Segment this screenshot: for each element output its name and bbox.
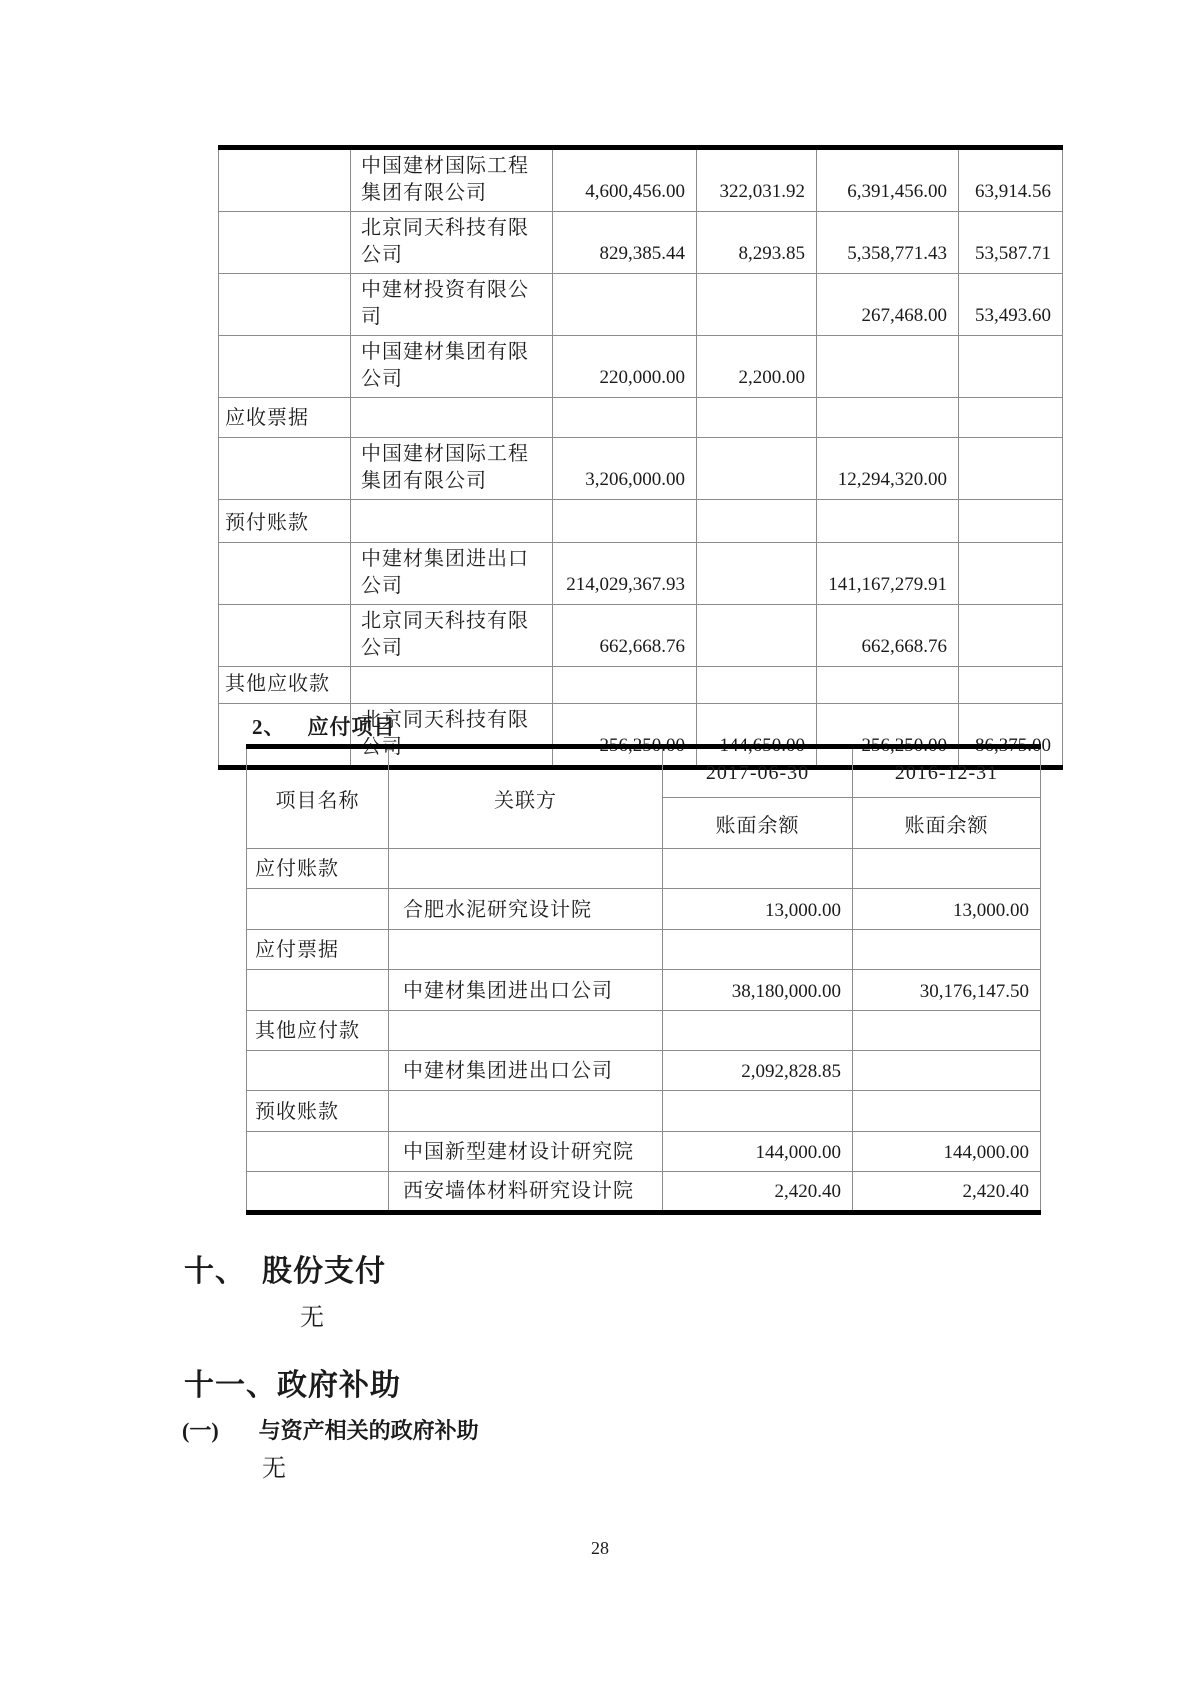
balance-2016-12-31-cell: 30,176,147.50 <box>853 970 1041 1011</box>
header-date-2016-12-31: 2016-12-31 <box>853 747 1041 798</box>
section-11-sub-1-body: 无 <box>262 1456 286 1482</box>
related-party-cell: 中建材投资有限公司 <box>351 274 553 336</box>
amount-cell: 3,206,000.00 <box>553 438 697 500</box>
amount-cell: 214,029,367.93 <box>553 543 697 605</box>
item-name-cell <box>247 1051 389 1091</box>
header-book-balance-2: 账面余额 <box>853 798 1041 849</box>
amount-cell <box>817 398 959 438</box>
amount-cell: 8,293.85 <box>697 212 817 274</box>
amount-cell: 53,587.71 <box>959 212 1063 274</box>
section-11-sub-1-heading <box>182 1414 479 1445</box>
payables-table <box>246 744 1041 1215</box>
amount-cell <box>697 274 817 336</box>
amount-cell <box>959 398 1063 438</box>
section-2-heading <box>252 711 396 741</box>
related-party-cell: 中国建材集团有限公司 <box>351 336 553 398</box>
item-name-cell <box>219 438 351 500</box>
table-row <box>219 398 1063 438</box>
amount-cell: 4,600,456.00 <box>553 148 697 212</box>
related-party-cell: 北京同天科技有限公司 <box>351 212 553 274</box>
section-11-sub-1-number: (一) <box>182 1418 219 1443</box>
related-party-cell <box>389 930 663 970</box>
section-2-title: 应付项目 <box>307 715 396 739</box>
related-party-cell <box>389 1011 663 1051</box>
related-party-cell: 中建材集团进出口公司 <box>389 970 663 1011</box>
table-row <box>247 1172 1041 1213</box>
payables-table-header <box>247 747 1041 849</box>
related-party-cell: 中国建材国际工程集团有限公司 <box>351 148 553 212</box>
section-2-number: 2、 <box>252 715 286 739</box>
amount-cell <box>697 605 817 667</box>
balance-2017-06-30-cell <box>663 1011 853 1051</box>
related-party-cell <box>351 667 553 704</box>
payables-table-body <box>247 849 1041 1213</box>
balance-2017-06-30-cell: 2,420.40 <box>663 1172 853 1213</box>
balance-2017-06-30-cell: 2,092,828.85 <box>663 1051 853 1091</box>
balance-2017-06-30-cell: 144,000.00 <box>663 1132 853 1172</box>
item-name-cell: 预付账款 <box>219 500 351 543</box>
balance-2017-06-30-cell <box>663 849 853 889</box>
receivables-table <box>218 145 1063 770</box>
table-row <box>219 274 1063 336</box>
table-row <box>247 970 1041 1011</box>
section-10-title: 股份支付 <box>262 1255 386 1288</box>
related-party-cell: 中国新型建材设计研究院 <box>389 1132 663 1172</box>
amount-cell: 12,294,320.00 <box>817 438 959 500</box>
item-name-cell <box>219 605 351 667</box>
amount-cell: 86,375.00 <box>959 704 1063 768</box>
table-row <box>219 667 1063 704</box>
item-name-cell <box>219 336 351 398</box>
item-name-cell <box>247 889 389 930</box>
amount-cell: 6,391,456.00 <box>817 148 959 212</box>
amount-cell: 141,167,279.91 <box>817 543 959 605</box>
section-11-title: 政府补助 <box>277 1369 401 1402</box>
amount-cell: 220,000.00 <box>553 336 697 398</box>
amount-cell <box>959 667 1063 704</box>
amount-cell <box>959 438 1063 500</box>
balance-2016-12-31-cell <box>853 930 1041 970</box>
amount-cell <box>697 398 817 438</box>
amount-cell: 829,385.44 <box>553 212 697 274</box>
item-name-cell: 其他应付款 <box>247 1011 389 1051</box>
amount-cell <box>553 667 697 704</box>
amount-cell: 53,493.60 <box>959 274 1063 336</box>
amount-cell: 267,468.00 <box>817 274 959 336</box>
balance-2016-12-31-cell: 13,000.00 <box>853 889 1041 930</box>
amount-cell <box>959 500 1063 543</box>
related-party-cell <box>389 849 663 889</box>
page-number: 28 <box>591 1538 609 1558</box>
table-row <box>219 605 1063 667</box>
related-party-cell <box>351 500 553 543</box>
related-party-cell <box>351 398 553 438</box>
item-name-cell: 预收账款 <box>247 1091 389 1132</box>
item-name-cell <box>219 274 351 336</box>
item-name-cell <box>247 970 389 1011</box>
related-party-cell: 北京同天科技有限公司 <box>351 605 553 667</box>
amount-cell <box>697 500 817 543</box>
table-row <box>247 1051 1041 1091</box>
amount-cell <box>817 500 959 543</box>
section-10-number: 十、 <box>184 1255 246 1288</box>
item-name-cell: 应付票据 <box>247 930 389 970</box>
balance-2016-12-31-cell <box>853 849 1041 889</box>
balance-2017-06-30-cell: 38,180,000.00 <box>663 970 853 1011</box>
table-row <box>219 438 1063 500</box>
balance-2016-12-31-cell: 2,420.40 <box>853 1172 1041 1213</box>
section-10-heading <box>184 1246 386 1290</box>
amount-cell <box>959 543 1063 605</box>
table-row <box>219 336 1063 398</box>
amount-cell: 63,914.56 <box>959 148 1063 212</box>
balance-2017-06-30-cell: 13,000.00 <box>663 889 853 930</box>
item-name-cell <box>219 543 351 605</box>
item-name-cell <box>247 1132 389 1172</box>
amount-cell: 256,250.00 <box>553 704 697 768</box>
related-party-cell: 北京同天科技有限公司 <box>351 704 553 768</box>
amount-cell: 322,031.92 <box>697 148 817 212</box>
amount-cell <box>697 438 817 500</box>
table-row <box>247 849 1041 889</box>
table-row <box>219 148 1063 212</box>
item-name-cell: 应付账款 <box>247 849 389 889</box>
amount-cell: 5,358,771.43 <box>817 212 959 274</box>
balance-2017-06-30-cell <box>663 930 853 970</box>
section-11-sub-1-title: 与资产相关的政府补助 <box>258 1418 479 1443</box>
amount-cell <box>553 398 697 438</box>
amount-cell <box>959 605 1063 667</box>
section-10-body: 无 <box>300 1305 324 1331</box>
amount-cell: 662,668.76 <box>553 605 697 667</box>
amount-cell <box>817 336 959 398</box>
balance-2016-12-31-cell <box>853 1051 1041 1091</box>
header-date-2017-06-30: 2017-06-30 <box>663 747 853 798</box>
table-row <box>219 500 1063 543</box>
balance-2017-06-30-cell <box>663 1091 853 1132</box>
item-name-cell <box>219 148 351 212</box>
related-party-cell: 中国建材国际工程集团有限公司 <box>351 438 553 500</box>
related-party-cell: 合肥水泥研究设计院 <box>389 889 663 930</box>
header-related-party: 关联方 <box>389 747 663 849</box>
balance-2016-12-31-cell <box>853 1091 1041 1132</box>
amount-cell: 256,250.00 <box>817 704 959 768</box>
amount-cell <box>697 543 817 605</box>
balance-2016-12-31-cell <box>853 1011 1041 1051</box>
table-row <box>247 889 1041 930</box>
item-name-cell: 应收票据 <box>219 398 351 438</box>
amount-cell: 2,200.00 <box>697 336 817 398</box>
amount-cell <box>553 274 697 336</box>
receivables-table-body <box>219 148 1063 768</box>
table-row <box>247 1091 1041 1132</box>
header-item-name: 项目名称 <box>247 747 389 849</box>
table-row <box>219 543 1063 605</box>
amount-cell <box>817 667 959 704</box>
amount-cell: 144,650.00 <box>697 704 817 768</box>
table-row <box>219 212 1063 274</box>
amount-cell <box>959 336 1063 398</box>
amount-cell <box>553 500 697 543</box>
balance-2016-12-31-cell: 144,000.00 <box>853 1132 1041 1172</box>
table-row <box>247 930 1041 970</box>
section-11-number: 十一、 <box>184 1369 277 1402</box>
item-name-cell <box>219 212 351 274</box>
header-book-balance-1: 账面余额 <box>663 798 853 849</box>
item-name-cell: 其他应收款 <box>219 667 351 704</box>
table-row <box>247 1132 1041 1172</box>
related-party-cell <box>389 1091 663 1132</box>
related-party-cell: 西安墙体材料研究设计院 <box>389 1172 663 1213</box>
related-party-cell: 中建材集团进出口公司 <box>389 1051 663 1091</box>
item-name-cell <box>247 1172 389 1213</box>
amount-cell <box>697 667 817 704</box>
amount-cell: 662,668.76 <box>817 605 959 667</box>
related-party-cell: 中建材集团进出口公司 <box>351 543 553 605</box>
section-11-heading <box>184 1360 401 1404</box>
table-row <box>247 1011 1041 1051</box>
